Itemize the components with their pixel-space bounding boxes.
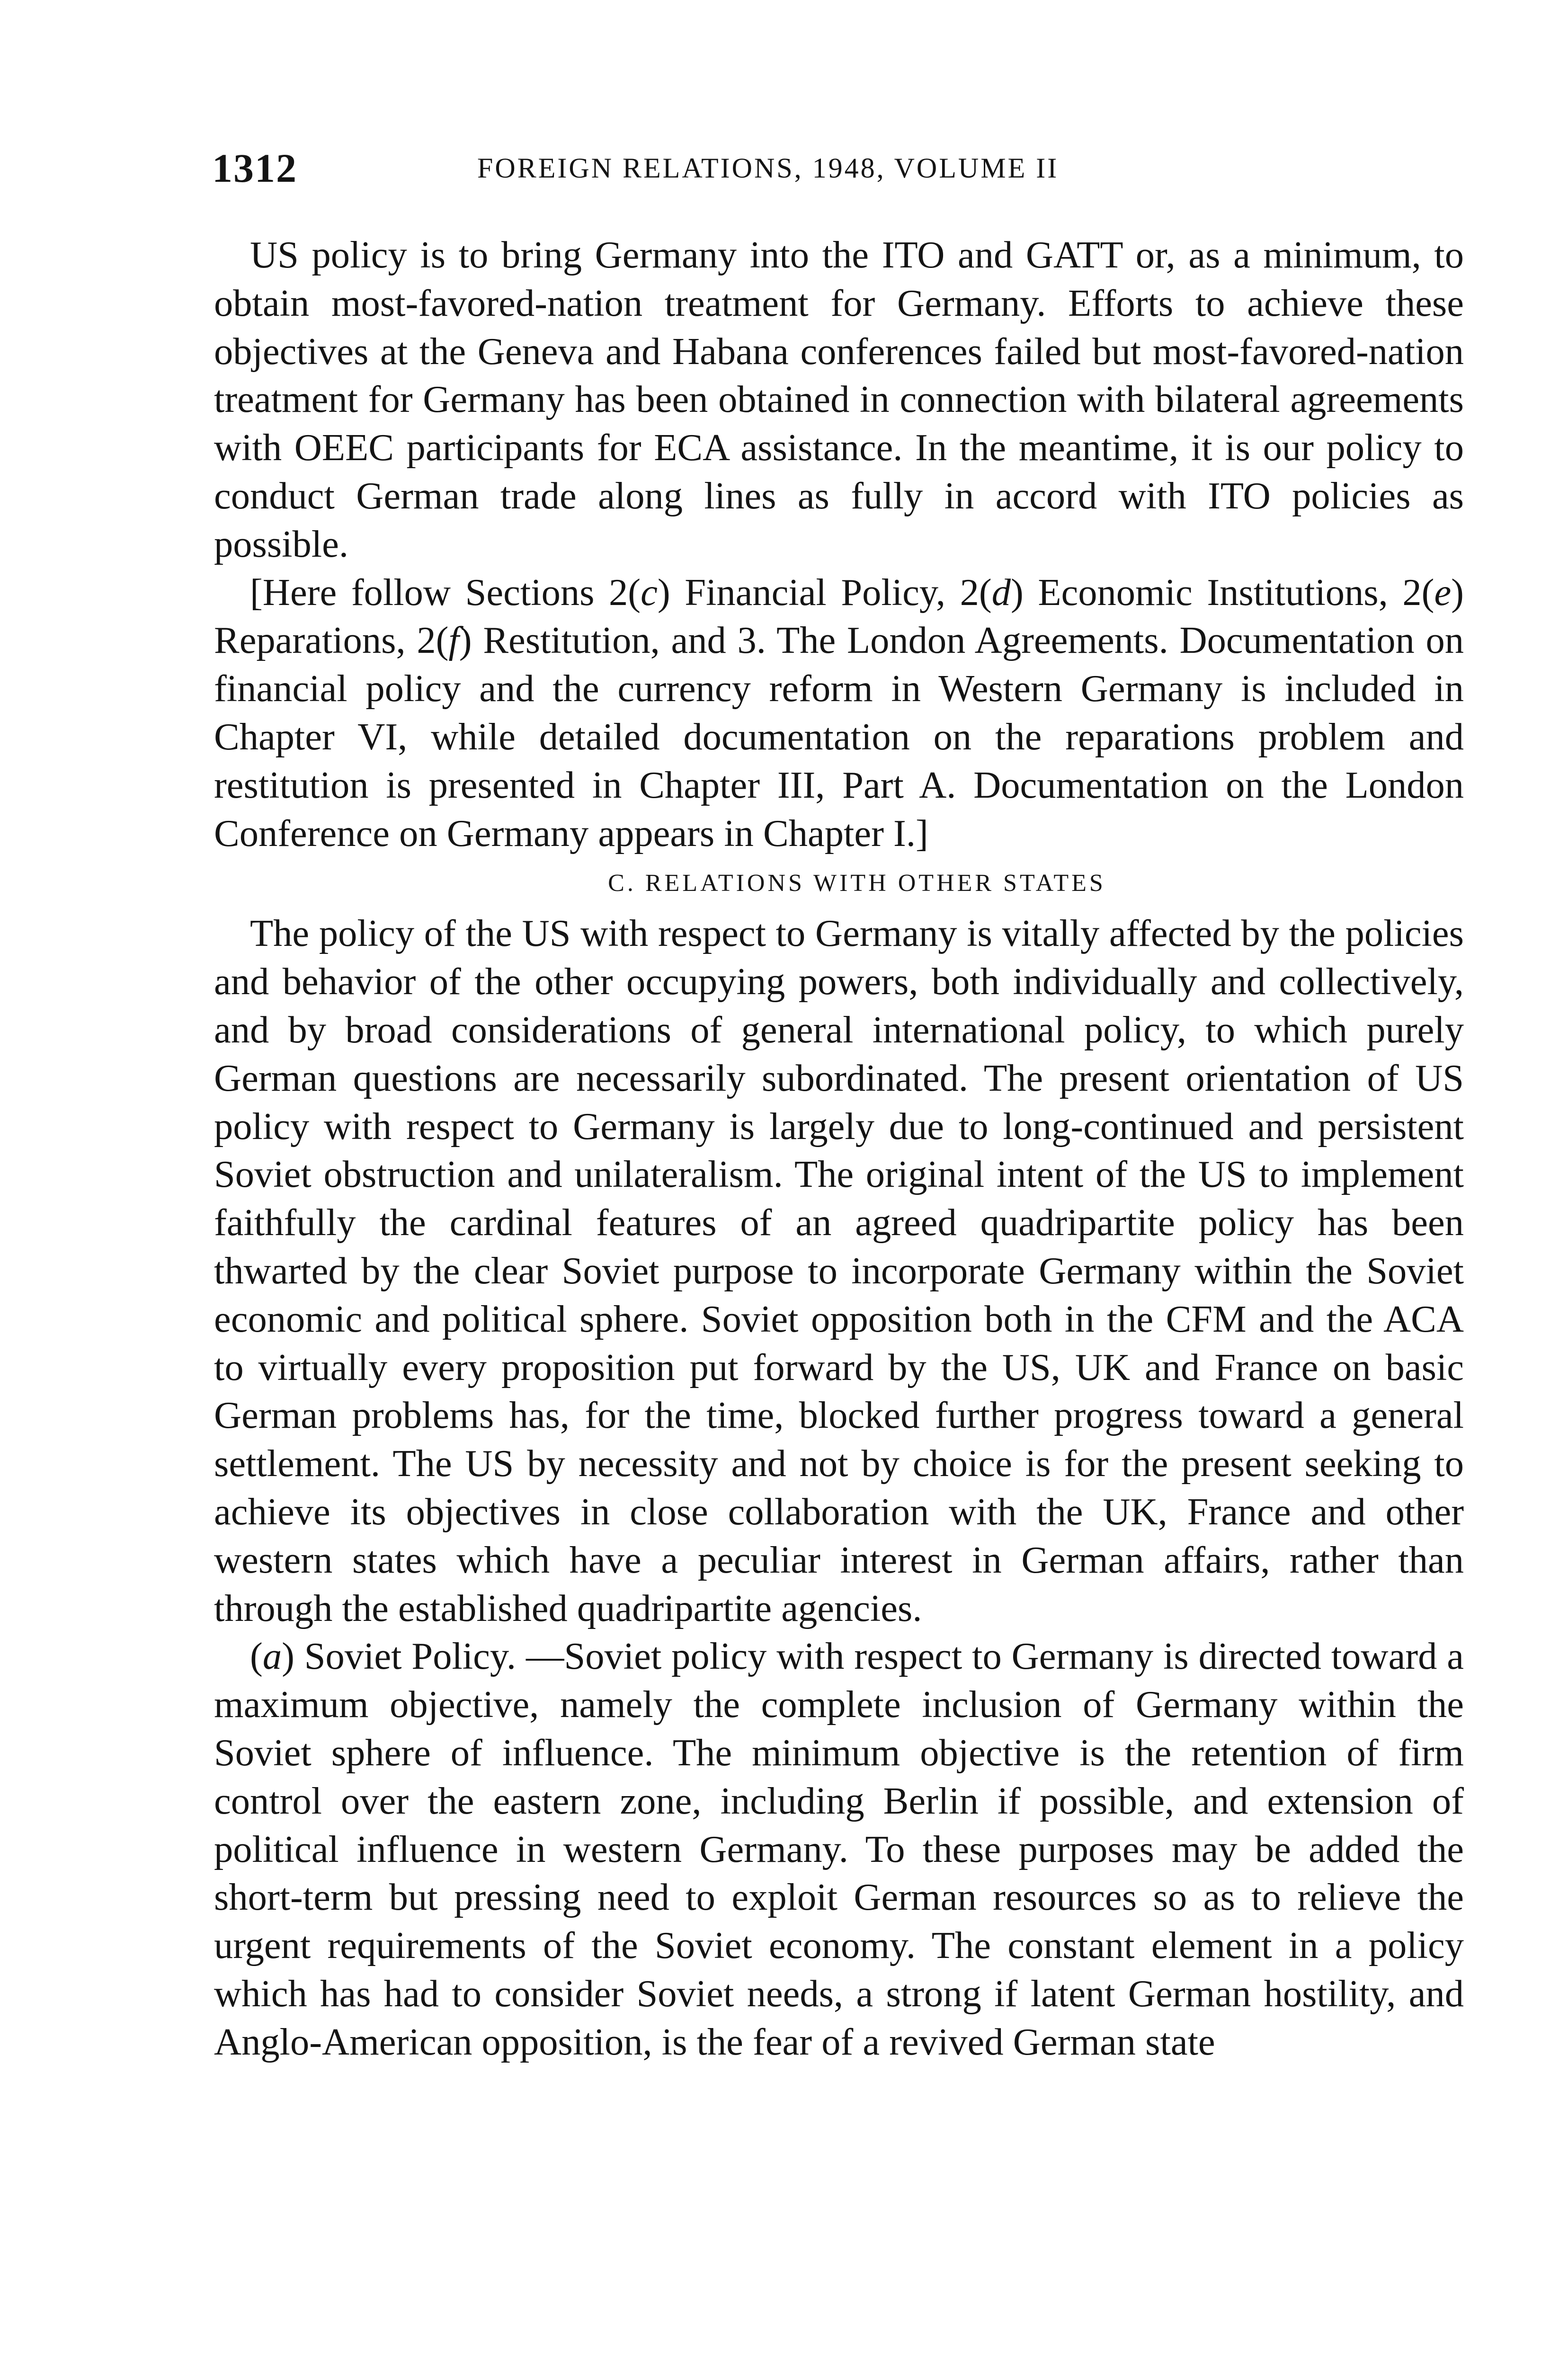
editorial-text-2: ) Financial Policy, 2( — [657, 571, 992, 614]
editorial-text-3: ) Economic Institutions, 2( — [1010, 571, 1434, 614]
body-text — [214, 231, 1464, 2066]
soviet-policy-text: ) Soviet Policy. —Soviet policy with respect to Germany is directed toward a maximum objective, namely the complete inclusion of Germany within the Soviet sphere of influence. The minimum objective is the retention of firm control over the eastern zone, including Berlin if possible, and extension of political influence in western Germany. To these purposes may be added the short-term but pressing need to exploit German resources so as to relieve the urgent requirements of the Soviet economy. The constant element in a policy which has had to consider Soviet needs, a strong if latent German hostility, and Anglo-American opposition, is the fear of a revived German state — [214, 1635, 1464, 2063]
paragraph-editorial-note — [214, 569, 1464, 858]
label-f: f — [448, 619, 459, 662]
label-d: d — [991, 571, 1011, 614]
page-header — [212, 144, 1481, 196]
editorial-text-1: [Here follow Sections 2( — [250, 571, 641, 614]
section-heading: C. RELATIONS WITH OTHER STATES — [608, 870, 1106, 897]
label-c: c — [641, 571, 658, 614]
label-a: a — [262, 1635, 282, 1678]
label-e: e — [1434, 571, 1452, 614]
page-number: 1312 — [212, 145, 297, 191]
paragraph-relations-policy: The policy of the US with respect to Germany is vitally affected by the policies and behavior of the other occupying powers, both individually and collectively, and by broad considerations of general international policy, to which purely German questions are necessarily subordinated. The present orientation of US policy with respect to Germany is largely due to long-continued and persistent Soviet obstruction and unilateralism. The original intent of the US to implement faithfully the cardinal features of an agreed quadripartite policy has been thwarted by the clear Soviet purpose to incorporate Germany within the Soviet economic and political sphere. Soviet opposition both in the CFM and the ACA to virtually every proposition put forward by the US, UK and France on basic German problems has, for the time, blocked further progress toward a general settlement. The US by necessity and not by choice is for the present seeking to achieve its objectives in close collaboration with the UK, France and other western states which have a peculiar interest in German affairs, rather than through the established quadripartite agencies. — [214, 912, 1464, 1629]
paragraph-soviet-policy — [214, 1632, 1464, 2066]
running-title: FOREIGN RELATIONS, 1948, VOLUME II — [477, 152, 1059, 184]
soviet-policy-open-paren: ( — [250, 1635, 263, 1678]
editorial-text-4: ) Reparations, 2( — [214, 571, 1464, 662]
paragraph-trade-policy: US policy is to bring Germany into the ITO and GATT or, as a minimum, to obtain most-favored-nation treatment for Germany. Efforts to achieve these objectives at the Geneva and Habana conferences failed but most-favored-nation treatment for Germany has been obtained in connection with bilateral agreements with OEEC participants for ECA assistance. In the meantime, it is our policy to conduct German trade along lines as fully in accord with ITO policies as possible. — [214, 234, 1464, 565]
editorial-text-5: ) Restitution, and 3. The London Agreements. Documentation on financial policy and the currency reform in Western Germany is included in Chapter VI, while detailed documentation on the reparations problem and restitution is presented in Chapter III, Part A. Documentation on the London Conference on Germany appears in Chapter I.] — [214, 619, 1464, 854]
